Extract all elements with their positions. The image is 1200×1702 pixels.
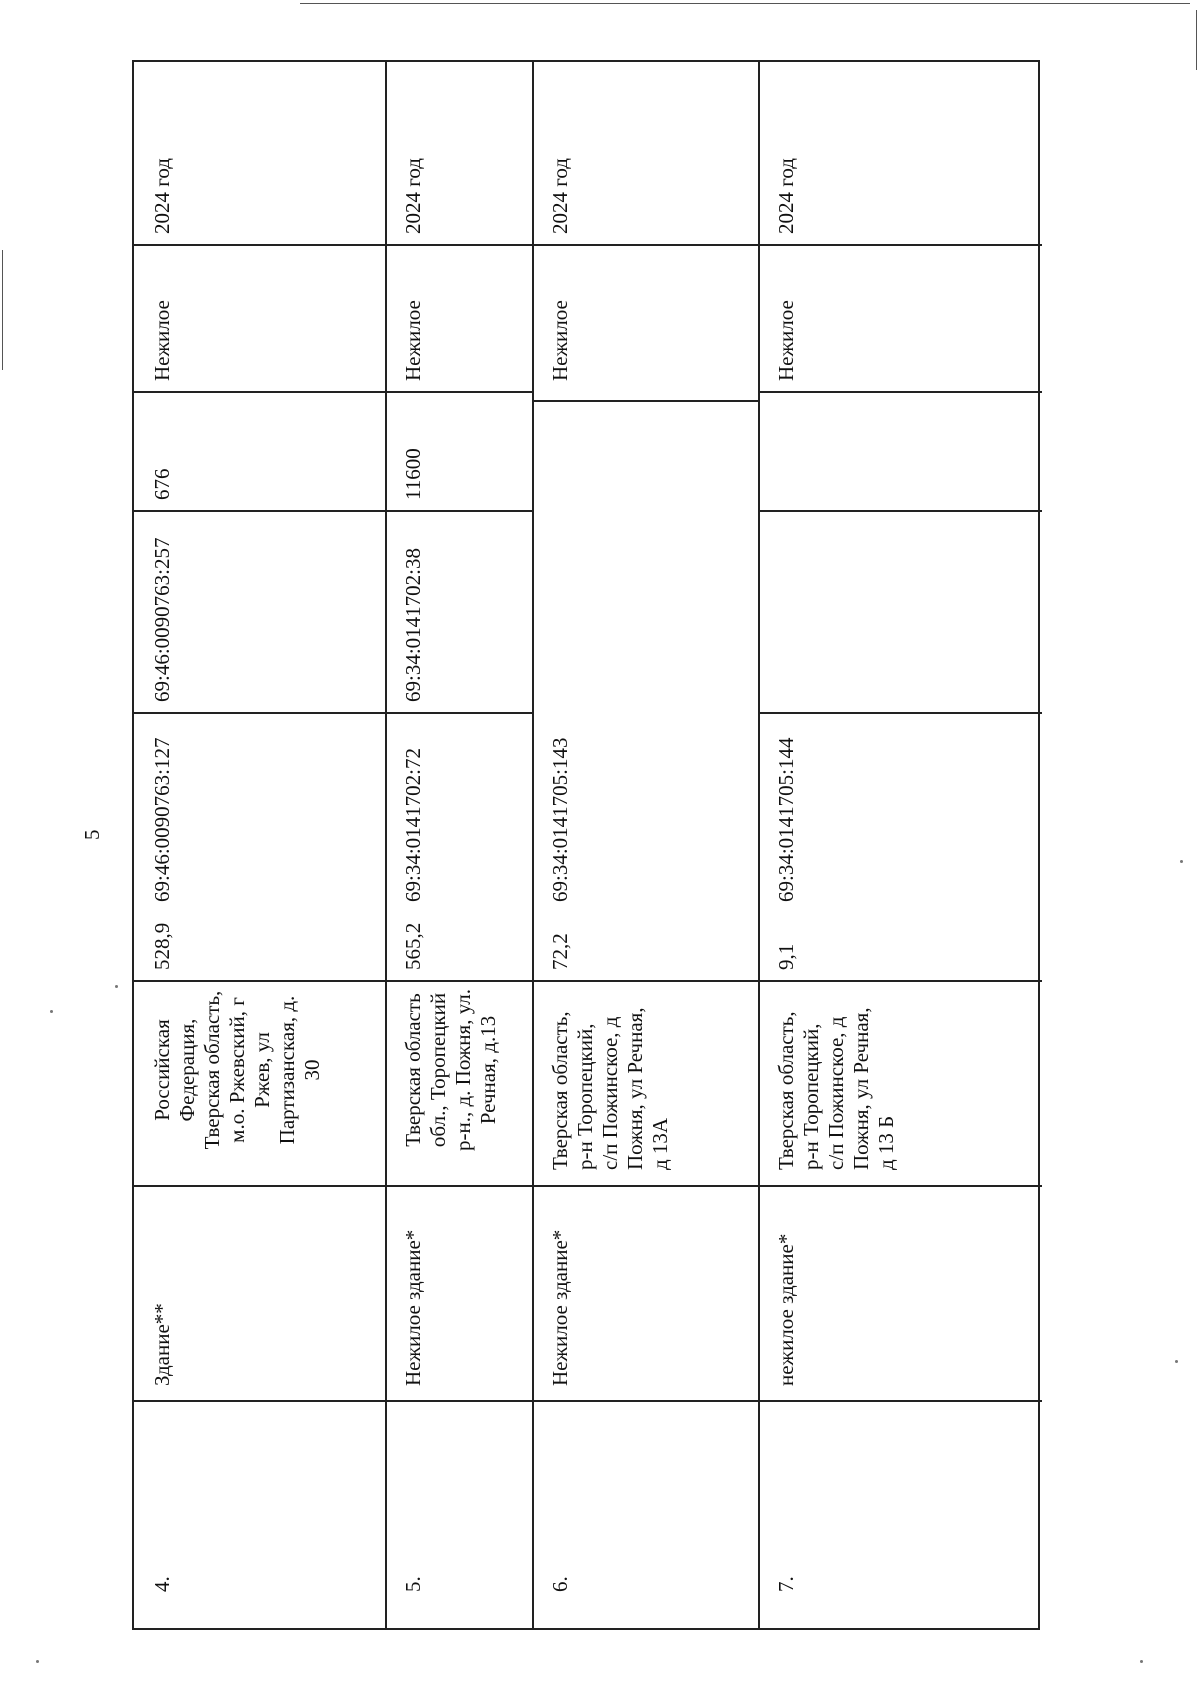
scan-speck [1175,1360,1178,1363]
object-area: 72,2 [548,933,572,970]
address-line: Российская [150,1019,174,1121]
year: 2024 год [774,158,798,234]
cadastral-number: 69:34:0141705:143 [548,737,572,902]
column-divider [758,391,1042,393]
column-divider [385,1185,532,1187]
object-purpose: Нежилое [150,300,174,381]
address-line: Тверская область, [200,990,224,1150]
column-divider [385,391,532,393]
object-area: 565,2 [401,922,425,970]
land-area: 11600 [401,448,425,500]
address-line: м.о. Ржевский, г [225,997,249,1143]
address-line: Пожня, ул Речная, [849,1007,873,1170]
address-line: р-н Торопецкий, [799,1023,823,1170]
address-line: Федерация, [175,1018,199,1122]
column-divider [532,244,758,246]
column-divider [758,980,1042,982]
object-name: Нежилое здание* [548,1229,572,1386]
object-purpose: Нежилое [774,300,798,381]
object-address [150,970,325,1170]
object-name: Здание** [150,1303,174,1386]
cadastral-number: 69:46:0090763:127 [150,737,174,902]
land-area: 676 [150,468,174,500]
page-number: 5 [80,829,104,840]
column-divider [532,400,758,402]
object-area: 9,1 [774,943,798,970]
object-address [774,1007,899,1170]
column-divider [385,1400,532,1402]
scan-speck [1180,860,1183,863]
column-divider [758,1185,1042,1187]
row-divider [385,62,387,1628]
year: 2024 год [401,158,425,234]
object-area: 528,9 [150,922,174,970]
scan-edge-left [2,250,3,370]
scan-edge-top [300,3,1190,4]
column-divider [134,712,385,714]
address-line: р-н Торопецкий, [573,1023,597,1170]
address-line: с/п Пожинское, д [598,1016,622,1170]
address-line: Партизанская, д. [275,995,299,1145]
address-line: Тверская область [401,993,425,1147]
address-line: обл., Торопецкий [426,992,450,1148]
address-line: Пожня, ул Речная, [623,1007,647,1170]
row-number: 6. [548,1576,572,1592]
address-line: Тверская область, [774,1011,798,1170]
scan-speck [50,1010,53,1013]
column-divider [134,244,385,246]
object-address [401,970,501,1170]
address-line: д 13 Б [874,1115,898,1170]
cadastral-number: 69:34:0141705:144 [774,737,798,902]
object-name: Нежилое здание* [401,1229,425,1386]
address-line: 30 [300,1059,324,1081]
object-purpose: Нежилое [548,300,572,381]
year: 2024 год [548,158,572,234]
address-line: Речная, д.13 [476,1015,500,1125]
object-address [548,1007,673,1170]
row-number: 5. [401,1576,425,1592]
row-number: 4. [150,1576,174,1592]
column-divider [385,244,532,246]
row-number: 7. [774,1576,798,1592]
row-divider [758,62,760,1628]
property-table [132,60,1040,1630]
object-name: нежилое здание* [774,1233,798,1386]
object-purpose: Нежилое [401,300,425,381]
column-divider [532,1400,758,1402]
scan-edge-right [1196,10,1197,70]
column-divider [134,391,385,393]
column-divider [758,712,1042,714]
column-divider [134,1185,385,1187]
column-divider [532,980,758,982]
address-line: р-н., д. Пожня, ул. [451,988,475,1152]
row-divider [532,62,534,1628]
column-divider [758,510,1042,512]
address-line: Тверская область, [548,1011,572,1170]
column-divider [758,1400,1042,1402]
land-cadastral-number: 69:46:0090763:257 [150,537,174,702]
land-cadastral-number: 69:34:0141702:38 [401,547,425,702]
scan-speck [1140,1660,1143,1663]
address-line: д 13А [648,1117,672,1170]
column-divider [758,244,1042,246]
column-divider [385,510,532,512]
column-divider [134,1400,385,1402]
column-divider [134,510,385,512]
scan-speck [36,1660,39,1663]
column-divider [532,1185,758,1187]
column-divider [385,712,532,714]
address-line: с/п Пожинское, д [824,1016,848,1170]
cadastral-number: 69:34:0141702:72 [401,747,425,902]
scan-speck [115,985,118,988]
year: 2024 год [150,158,174,234]
address-line: Ржев, ул [250,1032,274,1108]
